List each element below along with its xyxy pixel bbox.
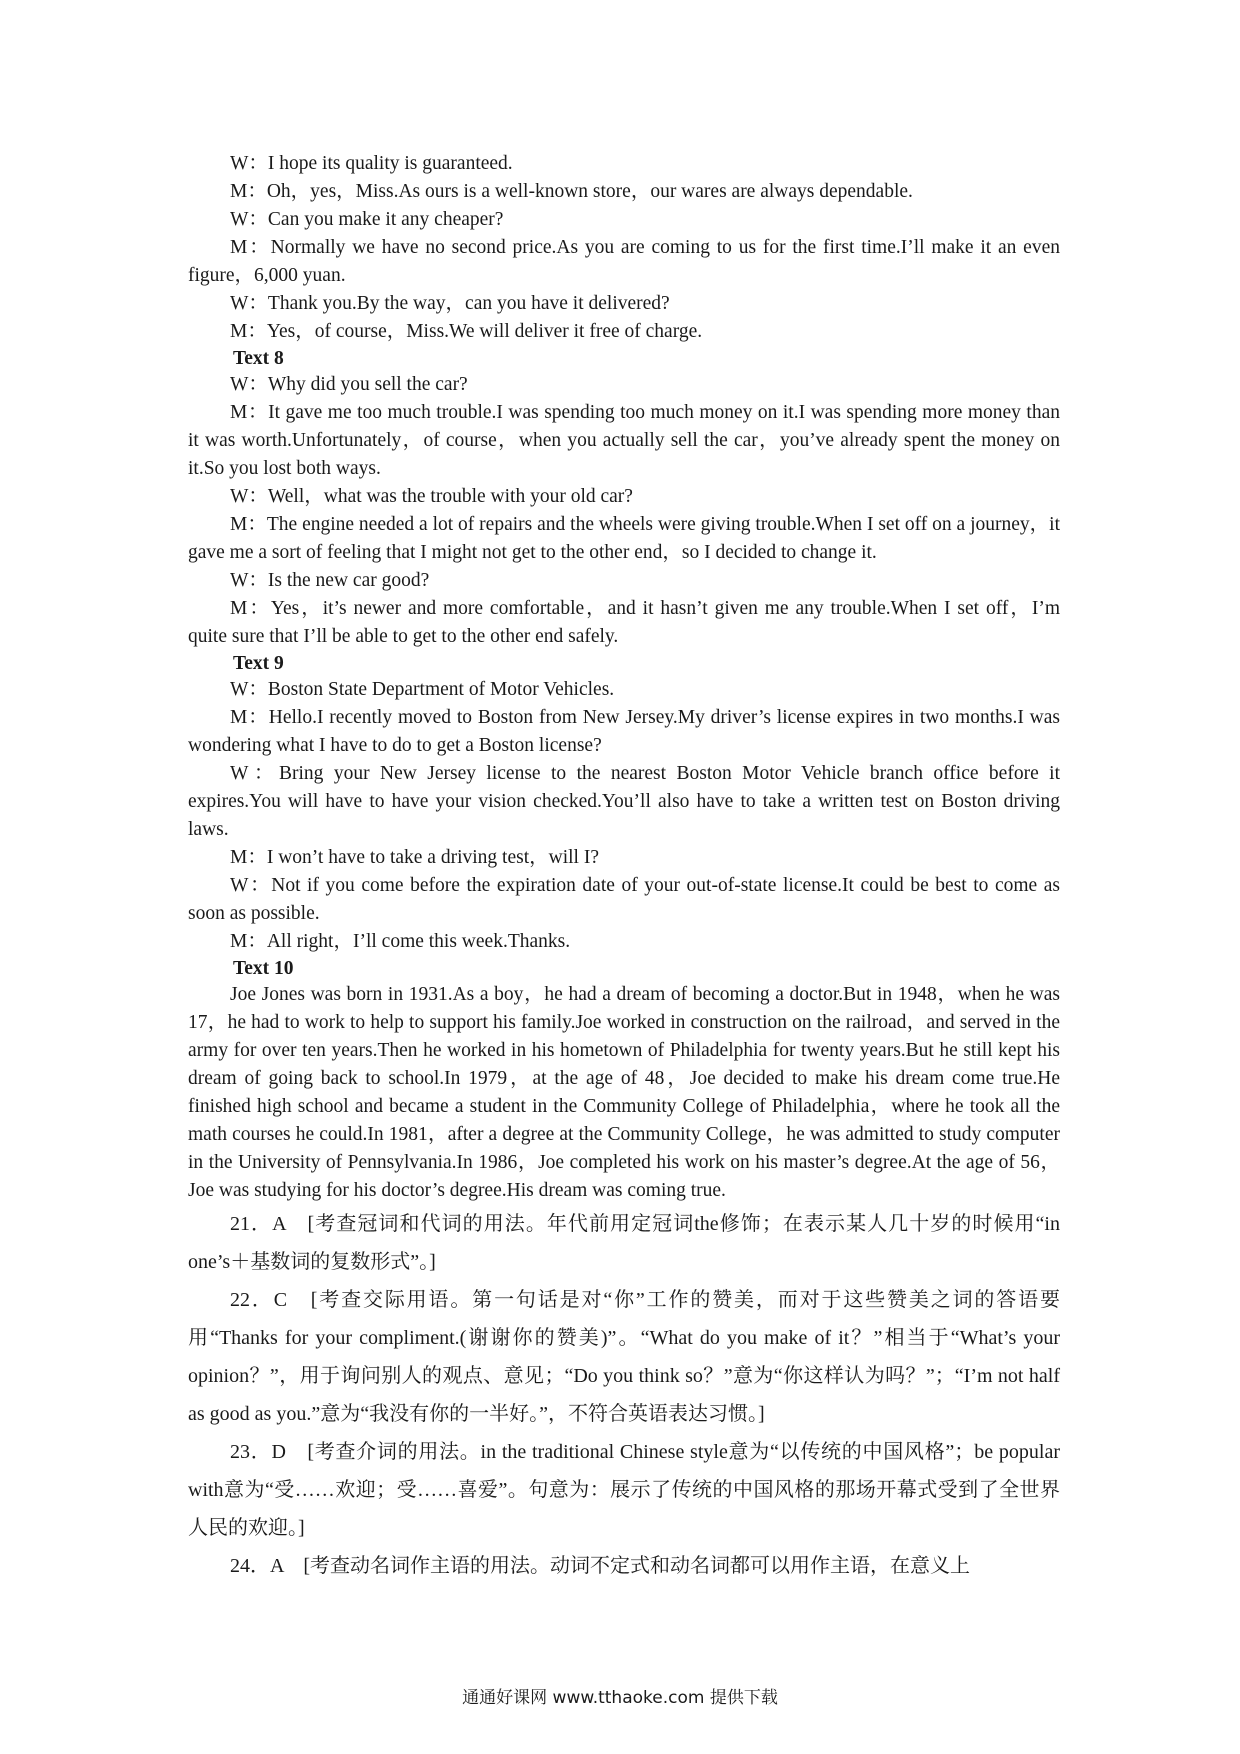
dialogue-line: M：Yes，of course，Miss.We will deliver it free of charge. xyxy=(230,321,703,342)
dialogue-line: M：Normally we have no second price.As you are coming to us for the first time.I’ll make it an even figure，6,000 yuan. xyxy=(188,237,1060,286)
section-heading: Text 9 xyxy=(233,653,284,674)
page-footer: 通通好课网 www.tthaoke.com 提供下载 xyxy=(462,1688,778,1708)
dialogue-line: W：Well，what was the trouble with your old car? xyxy=(230,486,633,507)
dialogue-line: W：Thank you.By the way，can you have it delivered? xyxy=(230,293,670,314)
document-body xyxy=(188,150,1060,1585)
dialogue-line: M：I won’t have to take a driving test，will I? xyxy=(230,847,599,868)
dialogue-line: M：It gave me too much trouble.I was spending too much money on it.I was spending more money than it was worth.Unfortunately，of course，when you actually sell the car，you’ve already spent the money on it.So you lost both ways. xyxy=(188,402,1060,479)
dialogue-line: M：All right，I’ll come this week.Thanks. xyxy=(230,931,571,952)
text8-dialogue xyxy=(188,371,1060,651)
dialogue-line: M：Yes，it’s newer and more comfortable，and it hasn’t given me any trouble.When I set off，I’m quite sure that I’ll be able to get to the other end safely. xyxy=(188,598,1060,647)
section-heading: Text 10 xyxy=(233,958,294,979)
dialogue-line: W：Boston State Department of Motor Vehicles. xyxy=(230,679,615,700)
dialogue-line: W：Is the new car good? xyxy=(230,570,430,591)
dialogue-line: M：Hello.I recently moved to Boston from New Jersey.My driver’s license expires in two months.I was wondering what I have to do to get a Boston license? xyxy=(188,707,1060,756)
answer-item: 21．A [考查冠词和代词的用法。年代前用定冠词the修饰；在表示某人几十岁的时候用“in one’s＋基数词的复数形式”。] xyxy=(188,1213,1060,1273)
answer-item: 22．C [考查交际用语。第一句话是对“你”工作的赞美，而对于这些赞美之词的答语要用“Thanks for your compliment.(谢谢你的赞美)”。“What do you make of it？”相当于“What’s your opinion？”，用于询问别人的观点、意见；“Do you think so？”意为“你这样认为吗？”；“I’m not half as good as you.”意为“我没有你的一半好。”，不符合英语表达习惯。] xyxy=(188,1289,1060,1425)
dialogue-line: W：Can you make it any cheaper? xyxy=(230,209,504,230)
answer-item: 23．D [考查介词的用法。in the traditional Chinese style意为“以传统的中国风格”；be popular with意为“受……欢迎；受……喜爱”。句意为：展示了传统的中国风格的那场开幕式受到了全世界人民的欢迎。] xyxy=(188,1441,1060,1539)
dialogue-line: W：Bring your New Jersey license to the nearest Boston Motor Vehicle branch office before it expires.You will have to have your vision checked.You’ll also have to take a written test on Boston driving laws. xyxy=(188,763,1060,840)
answer-explanations xyxy=(188,1205,1060,1585)
dialogue-line: W：Why did you sell the car? xyxy=(230,374,468,395)
dialogue-line: W：Not if you come before the expiration date of your out-of-state license.It could be best to come as soon as possible. xyxy=(188,875,1060,924)
dialogue-line: W：I hope its quality is guaranteed. xyxy=(230,153,513,174)
dialogue-line: M：The engine needed a lot of repairs and the wheels were giving trouble.When I set off on a journey，it gave me a sort of feeling that I might not get to the other end，so I decided to change it. xyxy=(188,514,1060,563)
section-heading: Text 8 xyxy=(233,348,284,369)
text9-dialogue xyxy=(188,676,1060,956)
dialogue-line: M：Oh，yes，Miss.As ours is a well-known store，our wares are always dependable. xyxy=(230,181,913,202)
dialogue-top xyxy=(188,150,1060,346)
answer-item: 24．A [考查动名词作主语的用法。动词不定式和动名词都可以用作主语，在意义上 xyxy=(230,1555,970,1577)
narrative-paragraph: Joe Jones was born in 1931.As a boy，he had a dream of becoming a doctor.But in 1948，when he was 17，he had to work to help to support his family.Joe worked in construction on the railroad，and served in the army for over ten years.Then he worked in his hometown of Philadelphia for twenty years.But he still kept his dream of going back to school.In 1979，at the age of 48，Joe decided to make his dream come true.He finished high school and became a student in the Community College of Philadelphia，where he took all the math courses he could.In 1981，after a degree at the Community College，he was admitted to study computer in the University of Pennsylvania.In 1986，Joe completed his work on his master’s degree.At the age of 56，Joe was studying for his doctor’s degree.His dream was coming true. xyxy=(188,984,1060,1201)
